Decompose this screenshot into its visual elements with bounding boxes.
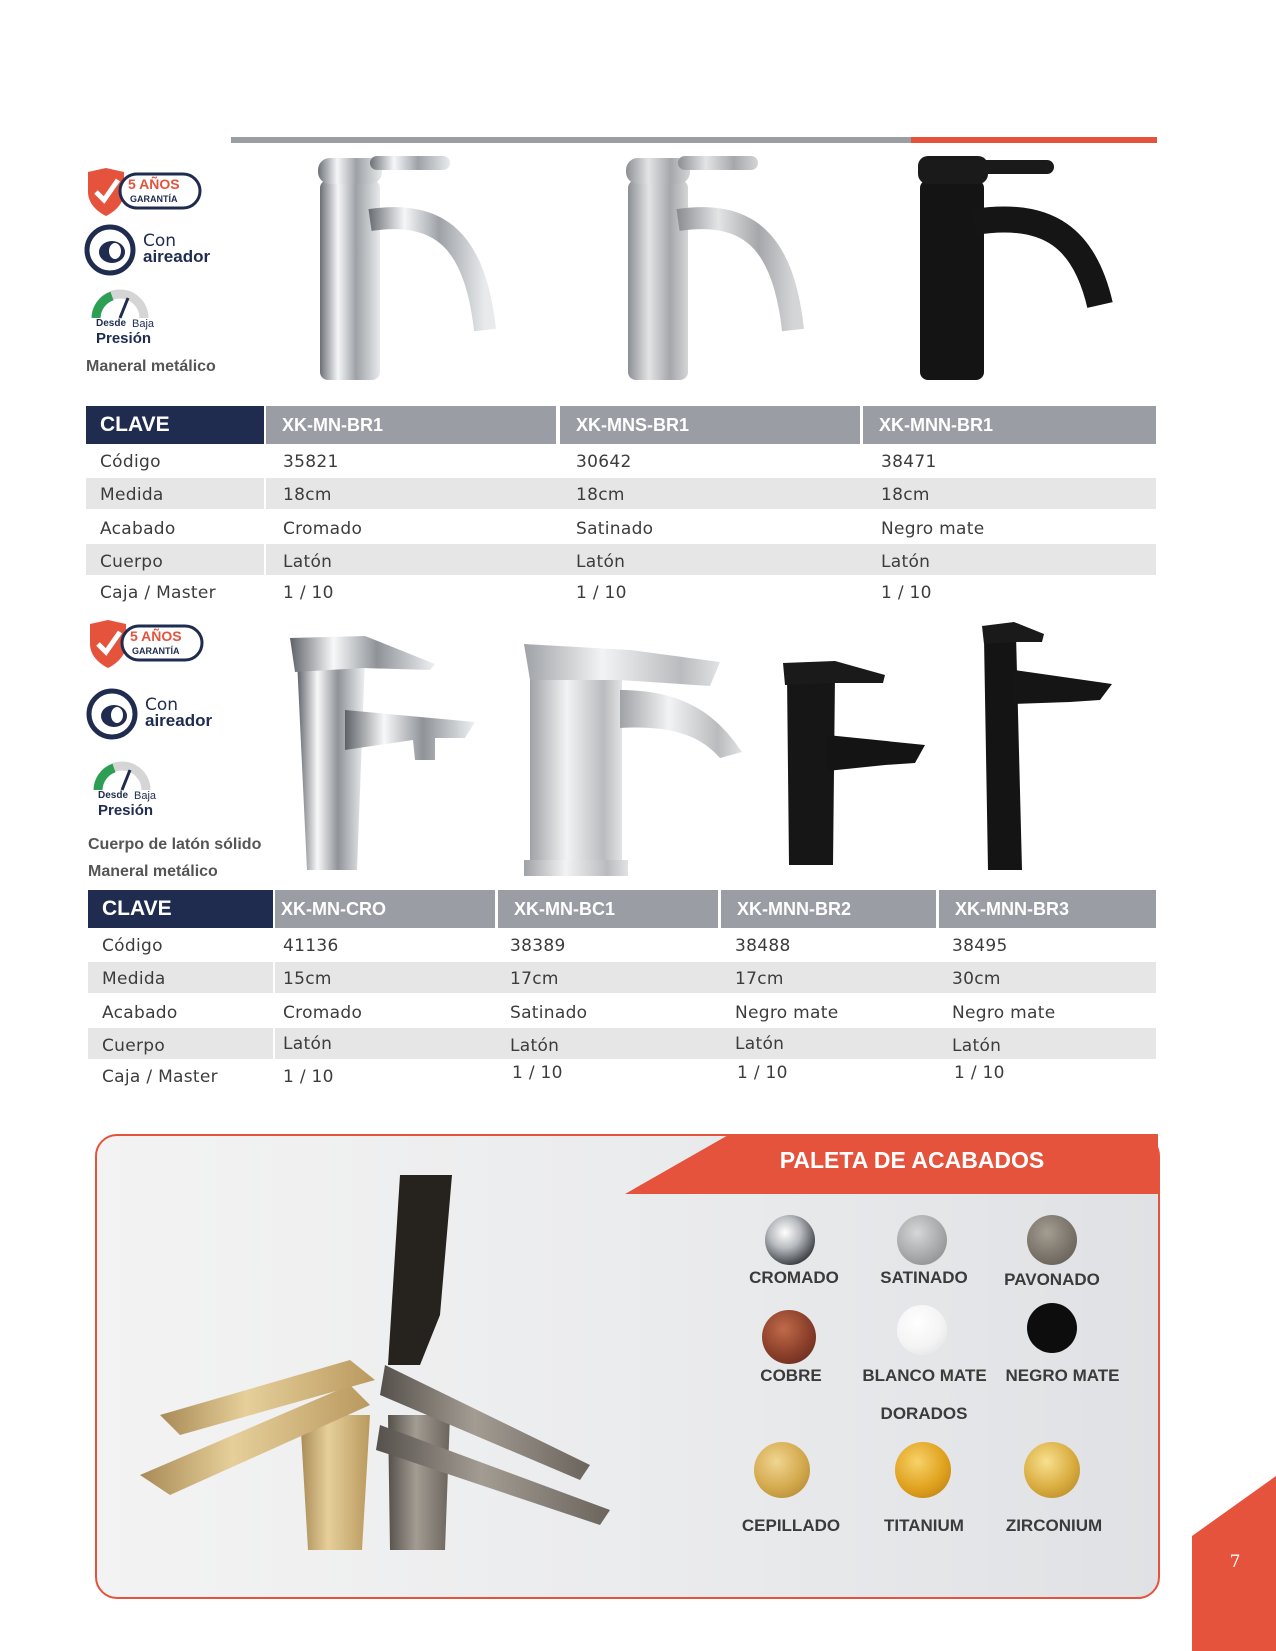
warranty-word: GARANTÍA xyxy=(130,194,178,204)
row-band xyxy=(266,478,1156,509)
row-label: Medida xyxy=(102,969,166,989)
pressure-line1b: Baja xyxy=(134,790,157,802)
table-cell: 18cm xyxy=(881,485,930,505)
table-cell: 38495 xyxy=(952,936,1008,956)
model-header: XK-MN-BC1 xyxy=(498,890,718,928)
table-cell: Satinado xyxy=(576,519,654,539)
faucet-chrome-image xyxy=(310,150,520,390)
table-cell: Latón xyxy=(510,1036,560,1056)
aerator-line2: aireador xyxy=(145,711,213,730)
swatch-label: ZIRCONIUM xyxy=(1005,1516,1103,1535)
table-cell: Latón xyxy=(576,552,626,572)
pressure-badge xyxy=(84,284,155,347)
warranty-word: GARANTÍA xyxy=(132,646,180,656)
row-band xyxy=(275,1028,1156,1059)
pressure-line1b: Baja xyxy=(132,318,155,330)
swatch-cobre xyxy=(762,1310,816,1364)
table-cell: 38488 xyxy=(735,936,791,956)
pressure-line2: Presión xyxy=(98,802,154,819)
table-cell: 1 / 10 xyxy=(954,1063,1005,1083)
table-cell: Satinado xyxy=(510,1003,588,1023)
aerator-line1: Con xyxy=(143,231,177,251)
faucet-chrome-lever-image xyxy=(285,630,500,880)
faucet-black-lever-image xyxy=(775,655,935,875)
pressure-badge xyxy=(86,756,157,819)
spec-table-1 xyxy=(86,406,1156,606)
gauge-icon xyxy=(84,284,154,320)
table-cell: 18cm xyxy=(576,485,625,505)
model-header: XK-MNN-BR1 xyxy=(863,406,1156,444)
table-cell: 38389 xyxy=(510,936,566,956)
feature-text: Maneral metálico xyxy=(88,863,218,880)
swatch-label: CEPILLADO xyxy=(741,1516,841,1535)
table-cell: Latón xyxy=(283,1034,333,1054)
gauge-icon xyxy=(86,756,156,792)
swatch-label: TITANIUM xyxy=(884,1516,964,1535)
table-cell: Latón xyxy=(283,552,333,572)
aerator-line2: aireador xyxy=(143,247,211,266)
page-number: 7 xyxy=(1229,1552,1241,1572)
table-cell: Cromado xyxy=(283,519,363,539)
swatch-cepillado xyxy=(754,1442,810,1498)
aerator-line1: Con xyxy=(145,695,179,715)
row-label: Cuerpo xyxy=(102,1036,166,1056)
swatch-label: BLANCO MATE xyxy=(862,1366,987,1385)
table-cell: Latón xyxy=(881,552,931,572)
table-cell: Latón xyxy=(735,1034,785,1054)
dorados-heading: DORADOS xyxy=(880,1404,968,1423)
aerator-icon xyxy=(84,224,136,276)
row-band xyxy=(266,544,1156,575)
row-label: Medida xyxy=(100,485,164,505)
faucet-black-tall-image xyxy=(980,620,1130,880)
swatch-label: SATINADO xyxy=(880,1268,968,1287)
feature-text: Cuerpo de latón sólido xyxy=(88,836,262,853)
palette-title: PALETA DE ACABADOS xyxy=(779,1147,1045,1173)
clave-header: CLAVE xyxy=(86,406,264,444)
aerator-icon xyxy=(86,688,138,740)
swatch-satinado xyxy=(897,1215,947,1265)
spec-table-2 xyxy=(88,890,1156,1090)
table-cell: Negro mate xyxy=(735,1003,839,1023)
table-cell: Negro mate xyxy=(952,1003,1056,1023)
table-cell: 30cm xyxy=(952,969,1001,989)
warranty-badge xyxy=(86,620,206,674)
swatch-negro-mate xyxy=(1027,1303,1077,1353)
table-cell: 18cm xyxy=(283,485,332,505)
table-cell: 1 / 10 xyxy=(576,583,627,603)
faucet-satin-image xyxy=(618,150,828,390)
swatch-pavonado xyxy=(1027,1215,1077,1265)
pressure-line1a: Desde xyxy=(96,318,127,329)
faucet-black-image xyxy=(910,150,1120,390)
row-label: Caja / Master xyxy=(100,583,216,603)
clave-header: CLAVE xyxy=(88,890,273,928)
model-header: XK-MN-BR1 xyxy=(266,406,556,444)
swatch-titanium xyxy=(895,1442,951,1498)
warranty-years: 5 AÑOS xyxy=(128,176,180,192)
top-rule-grey xyxy=(231,137,911,143)
row-label: Acabado xyxy=(102,1003,178,1023)
table-cell: 1 / 10 xyxy=(881,583,932,603)
table-cell: 15cm xyxy=(283,969,332,989)
table-cell: Cromado xyxy=(283,1003,363,1023)
table-cell: 35821 xyxy=(283,452,339,472)
row-label: Acabado xyxy=(100,519,176,539)
swatch-label: COBRE xyxy=(760,1366,822,1385)
model-header: XK-MNS-BR1 xyxy=(560,406,860,444)
model-header: XK-MNN-BR3 xyxy=(939,890,1156,928)
table-cell: 1 / 10 xyxy=(512,1063,563,1083)
top-rule-accent xyxy=(911,137,1157,143)
finishes-photo xyxy=(140,1165,620,1555)
feature-text: Maneral metálico xyxy=(86,358,216,375)
table-cell: 17cm xyxy=(735,969,784,989)
row-label: Cuerpo xyxy=(100,552,164,572)
table-cell: Negro mate xyxy=(881,519,985,539)
aerator-badge xyxy=(86,688,213,744)
swatch-label: NEGRO MATE xyxy=(1005,1366,1120,1385)
model-header: XK-MNN-BR2 xyxy=(721,890,936,928)
swatch-label: PAVONADO xyxy=(1004,1270,1100,1289)
table-cell: 1 / 10 xyxy=(283,583,334,603)
swatch-cromado xyxy=(765,1215,815,1265)
row-band xyxy=(275,962,1156,993)
pressure-line1a: Desde xyxy=(98,790,129,801)
row-label: Caja / Master xyxy=(102,1067,218,1087)
pressure-line2: Presión xyxy=(96,330,152,347)
table-cell: 17cm xyxy=(510,969,559,989)
faucet-satin-waterfall-image xyxy=(520,640,750,885)
table-cell: 1 / 10 xyxy=(737,1063,788,1083)
swatch-zirconium xyxy=(1024,1442,1080,1498)
row-label: Código xyxy=(102,936,163,956)
table-cell: 30642 xyxy=(576,452,632,472)
model-header: XK-MN-CRO xyxy=(275,890,495,928)
swatch-label: CROMADO xyxy=(749,1268,839,1287)
table-cell: 38471 xyxy=(881,452,937,472)
table-cell: 1 / 10 xyxy=(283,1067,334,1087)
aerator-badge xyxy=(84,224,211,280)
table-cell: 41136 xyxy=(283,936,339,956)
swatch-blanco-mate xyxy=(897,1305,947,1355)
warranty-years: 5 AÑOS xyxy=(130,628,182,644)
table-cell: Latón xyxy=(952,1036,1002,1056)
warranty-badge xyxy=(84,168,204,222)
row-label: Código xyxy=(100,452,161,472)
